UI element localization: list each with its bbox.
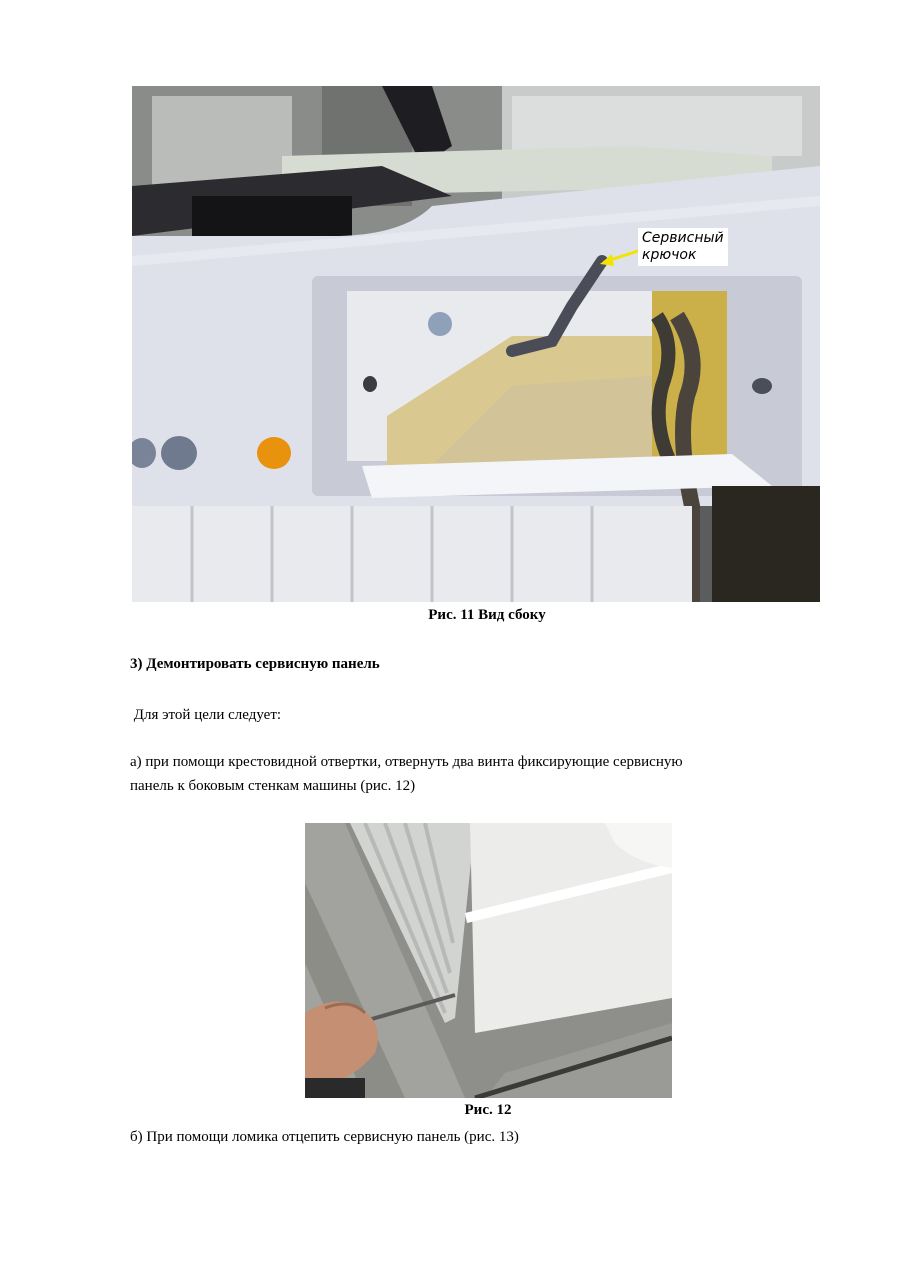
step-a-line-1: а) при помощи крестовидной отвертки, отвернуть два винта фиксирующие сервисную — [130, 754, 683, 770]
figure-11-caption: Рис. 11 Вид сбоку — [428, 607, 546, 623]
figure-12-caption: Рис. 12 — [464, 1102, 512, 1118]
callout-line-2: крючок — [642, 247, 697, 263]
intro-text: Для этой цели следует: — [130, 707, 282, 723]
step-b-text: б) При помощи ломика отцепить сервисную панель (рис. 13) — [130, 1129, 519, 1145]
step-a-line-2: панель к боковым стенкам машины (рис. 12) — [130, 778, 416, 794]
service-hook-callout — [638, 228, 728, 266]
figure-12-photo — [305, 823, 672, 1098]
section-heading: 3) Демонтировать сервисную панель — [130, 656, 380, 672]
figure-11-photo — [132, 86, 820, 602]
callout-line-1: Сервисный — [642, 230, 724, 246]
